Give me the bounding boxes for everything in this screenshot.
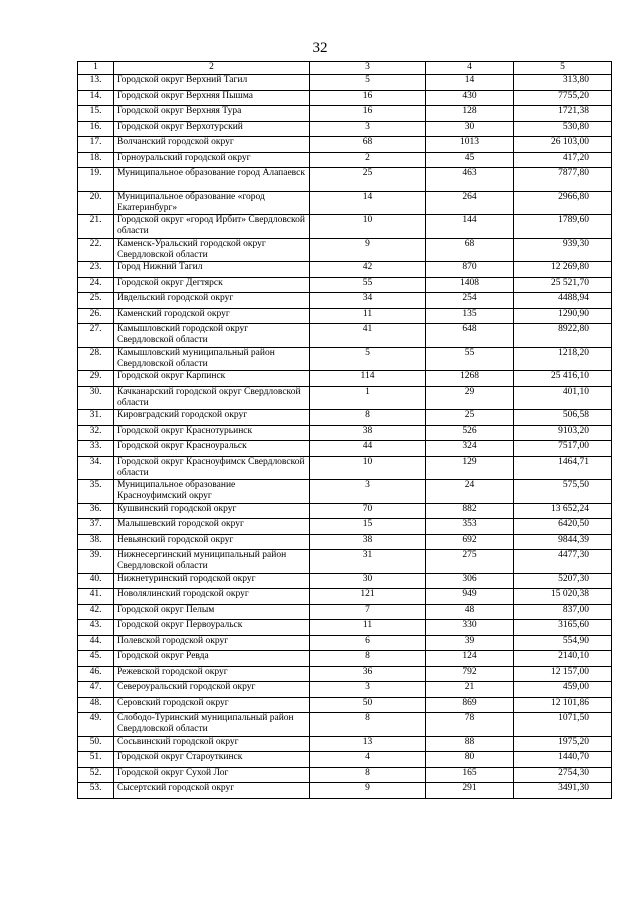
municipality-name: Городской округ Верхняя Пышма	[114, 90, 310, 106]
column-4-value: 124	[426, 651, 514, 667]
column-5-value: 1440,70	[514, 752, 612, 768]
column-4-value: 78	[426, 713, 514, 737]
row-number: 48.	[78, 697, 114, 713]
column-3-value: 13	[310, 736, 426, 752]
column-3-value: 44	[310, 441, 426, 457]
table-row	[78, 550, 612, 574]
table-row	[78, 651, 612, 667]
municipalities-table	[77, 61, 612, 799]
column-4-value: 430	[426, 90, 514, 106]
table-row	[78, 152, 612, 168]
column-5-value: 313,80	[514, 75, 612, 91]
column-3-value: 8	[310, 767, 426, 783]
table-header-row	[78, 62, 612, 75]
table-row	[78, 238, 612, 262]
row-number: 37.	[78, 519, 114, 535]
column-4-value: 68	[426, 238, 514, 262]
column-5-value: 7517,00	[514, 441, 612, 457]
column-5-value: 6420,50	[514, 519, 612, 535]
table-row	[78, 106, 612, 122]
column-3-value: 16	[310, 90, 426, 106]
row-number: 45.	[78, 651, 114, 667]
table-row	[78, 682, 612, 698]
municipality-name: Каменский городской округ	[114, 308, 310, 324]
header-cell: 3	[310, 62, 426, 75]
municipality-name: Городской округ Верхняя Тура	[114, 106, 310, 122]
column-5-value: 9844,39	[514, 534, 612, 550]
column-4-value: 275	[426, 550, 514, 574]
column-3-value: 25	[310, 168, 426, 192]
column-3-value: 2	[310, 152, 426, 168]
row-number: 33.	[78, 441, 114, 457]
row-number: 30.	[78, 386, 114, 410]
column-5-value: 25 416,10	[514, 371, 612, 387]
table-body	[78, 75, 612, 799]
row-number: 47.	[78, 682, 114, 698]
table-row	[78, 277, 612, 293]
column-5-value: 7877,80	[514, 168, 612, 192]
column-5-value: 4488,94	[514, 293, 612, 309]
row-number: 15.	[78, 106, 114, 122]
page-number: 32	[312, 40, 328, 56]
table-row	[78, 324, 612, 348]
column-3-value: 68	[310, 137, 426, 153]
column-3-value: 10	[310, 215, 426, 239]
column-4-value: 48	[426, 604, 514, 620]
municipality-name: Слободо-Туринский муниципальный район Свердловской области	[114, 713, 310, 737]
column-4-value: 869	[426, 697, 514, 713]
column-4-value: 648	[426, 324, 514, 348]
row-number: 41.	[78, 589, 114, 605]
table-row	[78, 137, 612, 153]
column-5-value: 12 269,80	[514, 262, 612, 278]
column-4-value: 135	[426, 308, 514, 324]
header-cell: 1	[78, 62, 114, 75]
table-row	[78, 347, 612, 371]
table-row	[78, 503, 612, 519]
column-3-value: 30	[310, 573, 426, 589]
municipality-name: Городской округ Карпинск	[114, 371, 310, 387]
column-5-value: 25 521,70	[514, 277, 612, 293]
column-3-value: 50	[310, 697, 426, 713]
row-number: 19.	[78, 168, 114, 192]
column-5-value: 3491,30	[514, 783, 612, 799]
column-5-value: 2966,80	[514, 191, 612, 215]
row-number: 49.	[78, 713, 114, 737]
municipality-name: Город Нижний Тагил	[114, 262, 310, 278]
municipality-name: Городской округ Первоуральск	[114, 620, 310, 636]
table-row	[78, 215, 612, 239]
municipality-name: Невьянский городской округ	[114, 534, 310, 550]
column-4-value: 14	[426, 75, 514, 91]
table-row	[78, 308, 612, 324]
municipality-name: Сосьвинский городской округ	[114, 736, 310, 752]
municipality-name: Городской округ Верхний Тагил	[114, 75, 310, 91]
row-number: 27.	[78, 324, 114, 348]
column-5-value: 2754,30	[514, 767, 612, 783]
column-4-value: 353	[426, 519, 514, 535]
table-row	[78, 713, 612, 737]
column-5-value: 1071,50	[514, 713, 612, 737]
column-3-value: 31	[310, 550, 426, 574]
municipality-name: Городской округ Староуткинск	[114, 752, 310, 768]
row-number: 35.	[78, 480, 114, 504]
column-5-value: 2140,10	[514, 651, 612, 667]
column-4-value: 324	[426, 441, 514, 457]
municipality-name: Городской округ Сухой Лог	[114, 767, 310, 783]
column-4-value: 526	[426, 425, 514, 441]
column-4-value: 463	[426, 168, 514, 192]
column-5-value: 575,50	[514, 480, 612, 504]
municipality-name: Нижнетуринский городской округ	[114, 573, 310, 589]
row-number: 13.	[78, 75, 114, 91]
municipality-name: Кировградский городской округ	[114, 410, 310, 426]
column-5-value: 417,20	[514, 152, 612, 168]
row-number: 17.	[78, 137, 114, 153]
column-3-value: 34	[310, 293, 426, 309]
row-number: 21.	[78, 215, 114, 239]
column-3-value: 15	[310, 519, 426, 535]
column-5-value: 12 101,86	[514, 697, 612, 713]
column-4-value: 1268	[426, 371, 514, 387]
column-4-value: 264	[426, 191, 514, 215]
municipality-name: Ивдельский городской округ	[114, 293, 310, 309]
column-3-value: 3	[310, 121, 426, 137]
municipality-name: Волчанский городской округ	[114, 137, 310, 153]
table-row	[78, 410, 612, 426]
row-number: 32.	[78, 425, 114, 441]
column-5-value: 401,10	[514, 386, 612, 410]
column-4-value: 792	[426, 666, 514, 682]
table-row	[78, 604, 612, 620]
column-5-value: 15 020,38	[514, 589, 612, 605]
row-number: 38.	[78, 534, 114, 550]
column-3-value: 36	[310, 666, 426, 682]
municipality-name: Городской округ Верхотурский	[114, 121, 310, 137]
column-5-value: 939,30	[514, 238, 612, 262]
row-number: 26.	[78, 308, 114, 324]
table-row	[78, 635, 612, 651]
column-4-value: 45	[426, 152, 514, 168]
column-3-value: 121	[310, 589, 426, 605]
row-number: 53.	[78, 783, 114, 799]
row-number: 51.	[78, 752, 114, 768]
table-row	[78, 767, 612, 783]
row-number: 52.	[78, 767, 114, 783]
column-4-value: 306	[426, 573, 514, 589]
column-5-value: 4477,30	[514, 550, 612, 574]
row-number: 20.	[78, 191, 114, 215]
column-4-value: 29	[426, 386, 514, 410]
column-4-value: 949	[426, 589, 514, 605]
column-5-value: 506,58	[514, 410, 612, 426]
column-5-value: 1464,71	[514, 456, 612, 480]
column-3-value: 8	[310, 713, 426, 737]
column-5-value: 1975,20	[514, 736, 612, 752]
municipality-name: Городской округ Пелым	[114, 604, 310, 620]
municipality-name: Муниципальное образование город Алапаевск	[114, 168, 310, 192]
column-3-value: 7	[310, 604, 426, 620]
table-row	[78, 534, 612, 550]
table-row	[78, 752, 612, 768]
header-cell: 2	[114, 62, 310, 75]
municipality-name: Камышловский муниципальный район Свердловской области	[114, 347, 310, 371]
table-row	[78, 589, 612, 605]
column-4-value: 21	[426, 682, 514, 698]
municipality-name: Городской округ Краснотурьинск	[114, 425, 310, 441]
column-3-value: 9	[310, 238, 426, 262]
column-3-value: 42	[310, 262, 426, 278]
municipality-name: Городской округ Красноуфимск Свердловской области	[114, 456, 310, 480]
table-row	[78, 371, 612, 387]
municipality-name: Полевской городской округ	[114, 635, 310, 651]
column-5-value: 459,00	[514, 682, 612, 698]
row-number: 31.	[78, 410, 114, 426]
column-4-value: 55	[426, 347, 514, 371]
column-3-value: 6	[310, 635, 426, 651]
column-5-value: 8922,80	[514, 324, 612, 348]
table-row	[78, 620, 612, 636]
table-row	[78, 262, 612, 278]
column-5-value: 3165,60	[514, 620, 612, 636]
column-4-value: 1408	[426, 277, 514, 293]
column-4-value: 1013	[426, 137, 514, 153]
column-4-value: 882	[426, 503, 514, 519]
column-4-value: 330	[426, 620, 514, 636]
municipality-name: Камышловский городской округ Свердловской области	[114, 324, 310, 348]
table-row	[78, 519, 612, 535]
column-5-value: 1789,60	[514, 215, 612, 239]
column-5-value: 1721,38	[514, 106, 612, 122]
column-4-value: 165	[426, 767, 514, 783]
column-3-value: 70	[310, 503, 426, 519]
municipality-name: Нижнесергинский муниципальный район Свердловской области	[114, 550, 310, 574]
row-number: 39.	[78, 550, 114, 574]
header-cell: 5	[514, 62, 612, 75]
column-3-value: 11	[310, 620, 426, 636]
row-number: 22.	[78, 238, 114, 262]
column-3-value: 9	[310, 783, 426, 799]
row-number: 14.	[78, 90, 114, 106]
municipality-name: Городской округ Ревда	[114, 651, 310, 667]
column-3-value: 11	[310, 308, 426, 324]
municipality-name: Кушвинский городской округ	[114, 503, 310, 519]
row-number: 42.	[78, 604, 114, 620]
row-number: 36.	[78, 503, 114, 519]
row-number: 50.	[78, 736, 114, 752]
municipality-name: Режевской городской округ	[114, 666, 310, 682]
row-number: 24.	[78, 277, 114, 293]
row-number: 29.	[78, 371, 114, 387]
column-3-value: 8	[310, 410, 426, 426]
table-row	[78, 736, 612, 752]
column-4-value: 254	[426, 293, 514, 309]
table-row	[78, 191, 612, 215]
column-5-value: 1218,20	[514, 347, 612, 371]
row-number: 46.	[78, 666, 114, 682]
column-5-value: 1290,90	[514, 308, 612, 324]
table-row	[78, 168, 612, 192]
table-row	[78, 425, 612, 441]
column-3-value: 38	[310, 425, 426, 441]
table-row	[78, 441, 612, 457]
municipality-name: Горноуральский городской округ	[114, 152, 310, 168]
column-3-value: 10	[310, 456, 426, 480]
column-5-value: 12 157,00	[514, 666, 612, 682]
column-3-value: 3	[310, 682, 426, 698]
municipality-name: Муниципальное образование «город Екатеринбург»	[114, 191, 310, 215]
column-5-value: 554,90	[514, 635, 612, 651]
column-4-value: 692	[426, 534, 514, 550]
table-row	[78, 90, 612, 106]
municipality-name: Серовский городской округ	[114, 697, 310, 713]
municipality-name: Городской округ «город Ирбит» Свердловской области	[114, 215, 310, 239]
column-3-value: 8	[310, 651, 426, 667]
column-4-value: 129	[426, 456, 514, 480]
table-row	[78, 573, 612, 589]
column-5-value: 837,00	[514, 604, 612, 620]
column-4-value: 88	[426, 736, 514, 752]
row-number: 40.	[78, 573, 114, 589]
municipality-name: Новолялинский городской округ	[114, 589, 310, 605]
column-3-value: 55	[310, 277, 426, 293]
table-row	[78, 666, 612, 682]
table-row	[78, 783, 612, 799]
column-3-value: 3	[310, 480, 426, 504]
column-4-value: 39	[426, 635, 514, 651]
table-row	[78, 386, 612, 410]
municipality-name: Городской округ Дегтярск	[114, 277, 310, 293]
header-cell: 4	[426, 62, 514, 75]
municipality-name: Сысертский городской округ	[114, 783, 310, 799]
municipality-name: Городской округ Красноуральск	[114, 441, 310, 457]
column-4-value: 291	[426, 783, 514, 799]
row-number: 43.	[78, 620, 114, 636]
row-number: 25.	[78, 293, 114, 309]
column-3-value: 4	[310, 752, 426, 768]
row-number: 34.	[78, 456, 114, 480]
column-5-value: 5207,30	[514, 573, 612, 589]
row-number: 44.	[78, 635, 114, 651]
column-4-value: 30	[426, 121, 514, 137]
municipality-name: Качканарский городской округ Свердловской области	[114, 386, 310, 410]
row-number: 23.	[78, 262, 114, 278]
row-number: 16.	[78, 121, 114, 137]
column-4-value: 24	[426, 480, 514, 504]
column-4-value: 128	[426, 106, 514, 122]
column-3-value: 5	[310, 75, 426, 91]
column-4-value: 25	[426, 410, 514, 426]
municipality-name: Малышевский городской округ	[114, 519, 310, 535]
table-row	[78, 456, 612, 480]
municipality-name: Муниципальное образование Красноуфимский округ	[114, 480, 310, 504]
column-4-value: 80	[426, 752, 514, 768]
column-3-value: 16	[310, 106, 426, 122]
column-5-value: 13 652,24	[514, 503, 612, 519]
row-number: 28.	[78, 347, 114, 371]
table-row	[78, 697, 612, 713]
row-number: 18.	[78, 152, 114, 168]
column-3-value: 1	[310, 386, 426, 410]
column-3-value: 38	[310, 534, 426, 550]
table-row	[78, 121, 612, 137]
column-3-value: 14	[310, 191, 426, 215]
column-5-value: 9103,20	[514, 425, 612, 441]
column-4-value: 144	[426, 215, 514, 239]
column-4-value: 870	[426, 262, 514, 278]
municipality-name: Североуральский городской округ	[114, 682, 310, 698]
column-3-value: 41	[310, 324, 426, 348]
municipality-name: Каменск-Уральский городской округ Свердловской области	[114, 238, 310, 262]
table-row	[78, 480, 612, 504]
column-3-value: 114	[310, 371, 426, 387]
column-5-value: 530,80	[514, 121, 612, 137]
column-5-value: 7755,20	[514, 90, 612, 106]
table-row	[78, 293, 612, 309]
column-5-value: 26 103,00	[514, 137, 612, 153]
column-3-value: 5	[310, 347, 426, 371]
table-row	[78, 75, 612, 91]
